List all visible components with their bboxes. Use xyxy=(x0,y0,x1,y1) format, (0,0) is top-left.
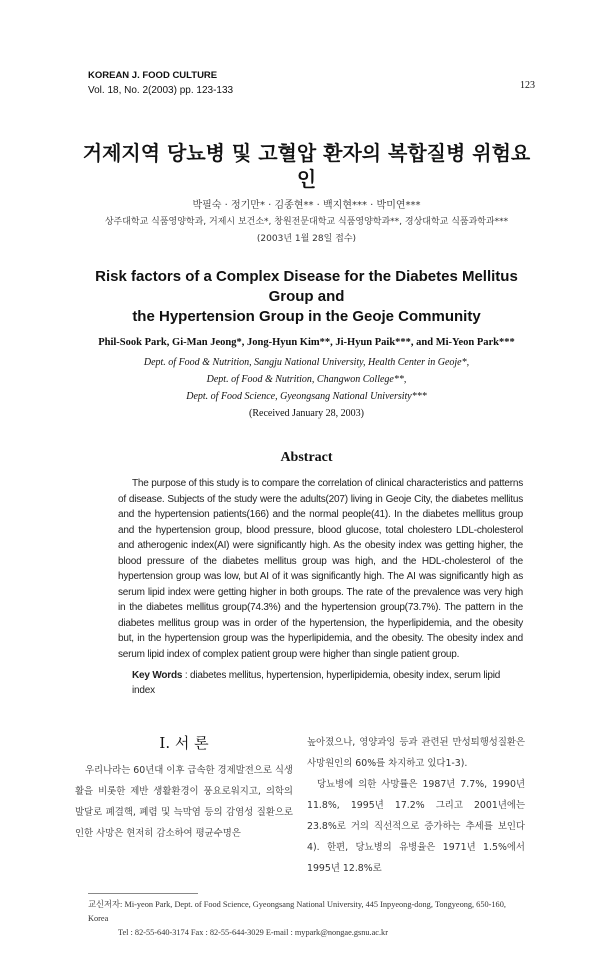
introduction-right-column xyxy=(307,732,525,879)
korean-affiliations: 상주대학교 식품영양학과, 거제시 보건소*, 창원전문대학교 식품영양학과**, 경상대학교 식품과학과*** xyxy=(104,217,509,227)
affiliation-1: Dept. of Food & Nutrition, Sangju National University, Health Center in Geoje*, xyxy=(143,357,470,368)
english-title xyxy=(75,267,538,327)
footnote xyxy=(88,893,525,940)
introduction-right-wrapper xyxy=(307,732,525,879)
journal-name: KOREAN J. FOOD CULTURE xyxy=(88,70,218,81)
correspondence-footnote: 교신저자: Mi-yeon Park, Dept. of Food Science, Gyeongsang National University, 445 Inpyeong-dong, Tongyeong, 650-160, Korea xyxy=(88,900,506,923)
keywords-list: : diabetes mellitus, hypertension, hyperlipidemia, obesity index, serum lipid index xyxy=(132,670,501,696)
section-heading-introduction: I. 서 론 xyxy=(159,734,209,752)
abstract-body: The purpose of this study is to compare the correlation of clinical characteristics and patterns of disease. Subjects of the study were the adults(207) living in Geoje City, the diabetes mellitus and the hypertension patients(166) and the normal people(41). In the diabetes mellitus group and the hypertension group, blood pressure, blood glucose, total cholestero LDL-cholesterol and atherogenic index(AI) were significantly high. As the obesity index was getting higher, the blood pressure of the diabetes mellitus group was high, and the HDL-cholesterol of the hypertension group was low, but AI of it was significantly high. The AI was significantly high as serum lipid index were getting higher in both groups. The rate of the prevalence was very high in the diabetes mellitus group(74.3%) and the hypertension group(73.7%). The pattern in the diabetes mellitus group was in order of the hypertension, the hyperlipidemia, and the obesity but, in the hypertension group was the hyperlipidemia, and the obesity. The obesity index and serum lipid index of complex patient group were higher than single patient group. xyxy=(118,478,524,660)
korean-title: 거제지역 당뇨병 및 고혈압 환자의 복합질병 위험요인 xyxy=(82,141,531,191)
korean-authors: 박필숙 · 정기만* · 김종현** · 백지현*** · 박미연*** xyxy=(192,200,421,211)
affiliation-3: Dept. of Food Science, Gyeongsang National University*** xyxy=(186,391,427,402)
english-title-line1: Risk factors of a Complex Disease for the Diabetes Mellitus Group and xyxy=(95,268,518,305)
introduction-paragraph: 높아졌으나, 영양과잉 등과 관련된 만성퇴행성질환은 사망원인의 60%를 차지하고 있다1-3). xyxy=(307,737,525,769)
introduction-section xyxy=(75,732,525,879)
journal-header xyxy=(88,68,535,98)
journal-volume: Vol. 18, No. 2(2003) pp. 123-133 xyxy=(88,85,234,96)
contact-footnote: Tel : 82-55-640-3174 Fax : 82-55-644-3029 E-mail : mypark@nongae.gsnu.ac.kr xyxy=(118,928,388,937)
korean-received-date: (2003년 1월 28일 접수) xyxy=(256,234,357,244)
introduction-paragraph: 당뇨병에 의한 사망률은 1987년 7.7%, 1990년 11.8%, 1995년 17.2% 그리고 2001년에는 23.8%로 거의 직선적으로 증가하는 추세를 보인다4). 한편, 당뇨병의 유병율은 1971년 1.5%에서 1995년 12.8%로 xyxy=(307,779,525,874)
english-title-block xyxy=(75,267,538,422)
abstract-heading: Abstract xyxy=(280,450,333,465)
english-authors: Phil-Sook Park, Gi-Man Jeong*, Jong-Hyun Kim**, Ji-Hyun Paik***, and Mi-Yeon Park*** xyxy=(98,337,515,348)
english-title-line2: the Hypertension Group in the Geoje Community xyxy=(132,308,481,325)
korean-title-block xyxy=(75,140,538,247)
page-number: 123 xyxy=(520,80,535,91)
footnote-divider xyxy=(88,893,198,894)
received-date: (Received January 28, 2003) xyxy=(249,408,364,419)
introduction-left-wrapper xyxy=(75,732,293,879)
introduction-left-column: 우리나라는 60년대 이후 급속한 경제발전으로 식생활을 비롯한 제반 생활환경이 풍요로워지고, 의학의 발달로 폐결핵, 폐렴 및 늑막염 등의 감염성 질환으로 인한 사망은 현저히 감소하여 평균수명은 xyxy=(75,765,293,839)
keywords-label: Key Words xyxy=(132,670,183,681)
affiliation-2: Dept. of Food & Nutrition, Changwon College**, xyxy=(206,374,407,385)
keywords xyxy=(132,668,525,698)
